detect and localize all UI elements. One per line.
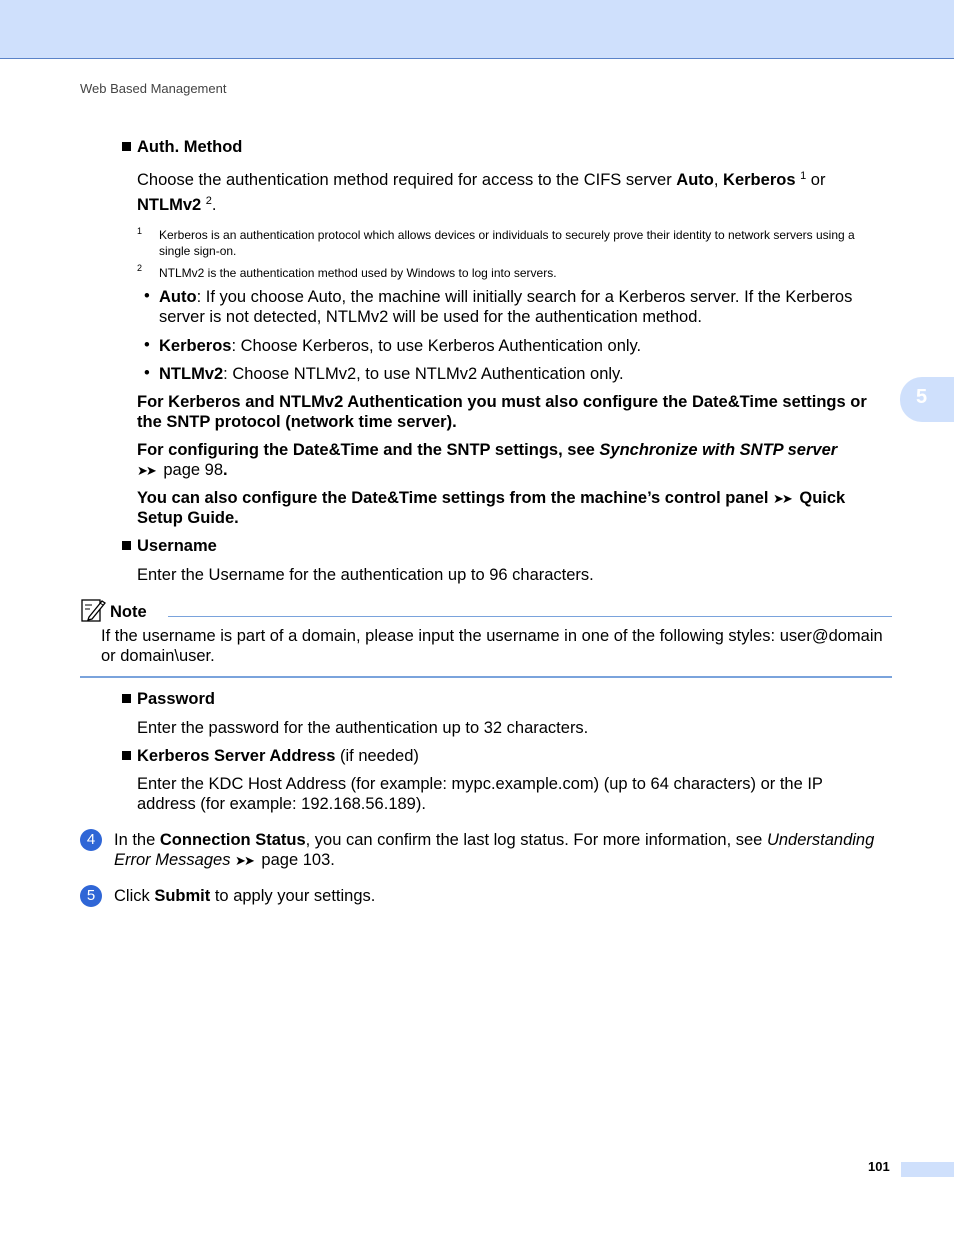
note-line2: or domain\user. [101, 647, 215, 665]
double-arrow-icon: ➤➤ [772, 491, 791, 506]
footnote-2-number: 2 [137, 263, 143, 273]
password-heading: Password [122, 689, 215, 709]
footnote-2-line1: NTLMv2 is the authentication method used by Windows to log into servers. [159, 266, 557, 280]
bullet-dot: • [144, 336, 150, 354]
bullet-auto-line2: server is not detected, NTLMv2 will be used for the authentication method. [159, 308, 702, 326]
footnote-ref-2[interactable]: 2 [205, 195, 212, 207]
note-bottom-rule [80, 676, 892, 678]
kdc-desc-line2: address (for example: 192.168.56.189). [137, 795, 426, 813]
page-number: 101 [868, 1159, 890, 1174]
step-4-line1: In the Connection Status, you can confirm the last log status. For more information, see Understanding [114, 831, 875, 849]
chapter-number: 5 [916, 386, 928, 408]
note-label: Note [110, 603, 147, 621]
notice-1-line2: the SNTP protocol (network time server). [137, 413, 457, 431]
step-4-badge: 4 [80, 829, 102, 851]
footnote-1-number: 1 [137, 226, 143, 236]
kdc-heading: Kerberos Server Address (if needed) [122, 746, 419, 766]
chapter-tab [900, 377, 954, 422]
auth-method-intro-line1: Choose the authentication method required for access to the CIFS server Auto, Kerberos $^1$ or [137, 170, 826, 189]
footnote-ref-1[interactable]: 1 [800, 170, 807, 182]
footnote-1-line2: single sign-on. [159, 244, 237, 258]
footnote-1-line1: Kerberos is an authentication protocol which allows devices or individuals to securely prove their identity to network servers using a [159, 228, 855, 242]
kdc-desc-line1: Enter the KDC Host Address (for example: mypc.example.com) (up to 64 characters) or the IP [137, 775, 823, 793]
square-bullet-icon [122, 142, 131, 151]
notice-2-line1: For configuring the Date&Time and the SNTP settings, see Synchronize with SNTP server [137, 441, 838, 459]
note-divider [168, 616, 892, 617]
square-bullet-icon [122, 541, 131, 550]
double-arrow-icon: ➤➤ [235, 853, 253, 868]
running-title: Web Based Management [80, 81, 227, 96]
username-heading: Username [122, 536, 217, 556]
sntp-link[interactable]: Synchronize with SNTP server [599, 441, 838, 459]
footer-band [901, 1162, 954, 1177]
bullet-dot: • [144, 364, 150, 382]
step-4-line2: Error Messages ➤➤ page 103. [114, 851, 335, 869]
notice-3-line1: You can also configure the Date&Time settings from the machine’s control panel ➤➤ Quick [137, 489, 846, 507]
understanding-link[interactable]: Understanding [766, 831, 875, 849]
note-pencil-icon [80, 597, 106, 623]
notice-3-line2: Setup Guide. [137, 509, 239, 527]
step-5-badge: 5 [80, 885, 102, 907]
bullet-auto-line1: Auto: If you choose Auto, the machine will initially search for a Kerberos server. If the Kerberos [159, 288, 853, 306]
bullet-dot: • [144, 287, 150, 305]
error-messages-link[interactable]: Error Messages [114, 851, 231, 869]
bullet-ntlmv2: NTLMv2: Choose NTLMv2, to use NTLMv2 Authentication only. [159, 365, 624, 383]
quick-setup-guide-link[interactable]: Quick [794, 489, 846, 507]
password-desc: Enter the password for the authentication up to 32 characters. [137, 719, 589, 737]
notice-2-line2: ➤➤ page 98. [137, 461, 228, 479]
square-bullet-icon [122, 694, 131, 703]
note-line1: If the username is part of a domain, please input the username in one of the following styles: user@domain [101, 627, 883, 645]
step-5-text: Click Submit to apply your settings. [114, 887, 376, 905]
bullet-kerberos: Kerberos: Choose Kerberos, to use Kerberos Authentication only. [159, 337, 642, 355]
header-band [0, 0, 954, 59]
auth-method-intro-line2: NTLMv2 $^2$. [137, 195, 217, 214]
username-desc: Enter the Username for the authentication up to 96 characters. [137, 566, 594, 584]
square-bullet-icon [122, 751, 131, 760]
auth-method-heading: Auth. Method [122, 137, 242, 157]
double-arrow-icon: ➤➤ [137, 463, 155, 478]
notice-1-line1: For Kerberos and NTLMv2 Authentication you must also configure the Date&Time settings or [137, 393, 867, 411]
